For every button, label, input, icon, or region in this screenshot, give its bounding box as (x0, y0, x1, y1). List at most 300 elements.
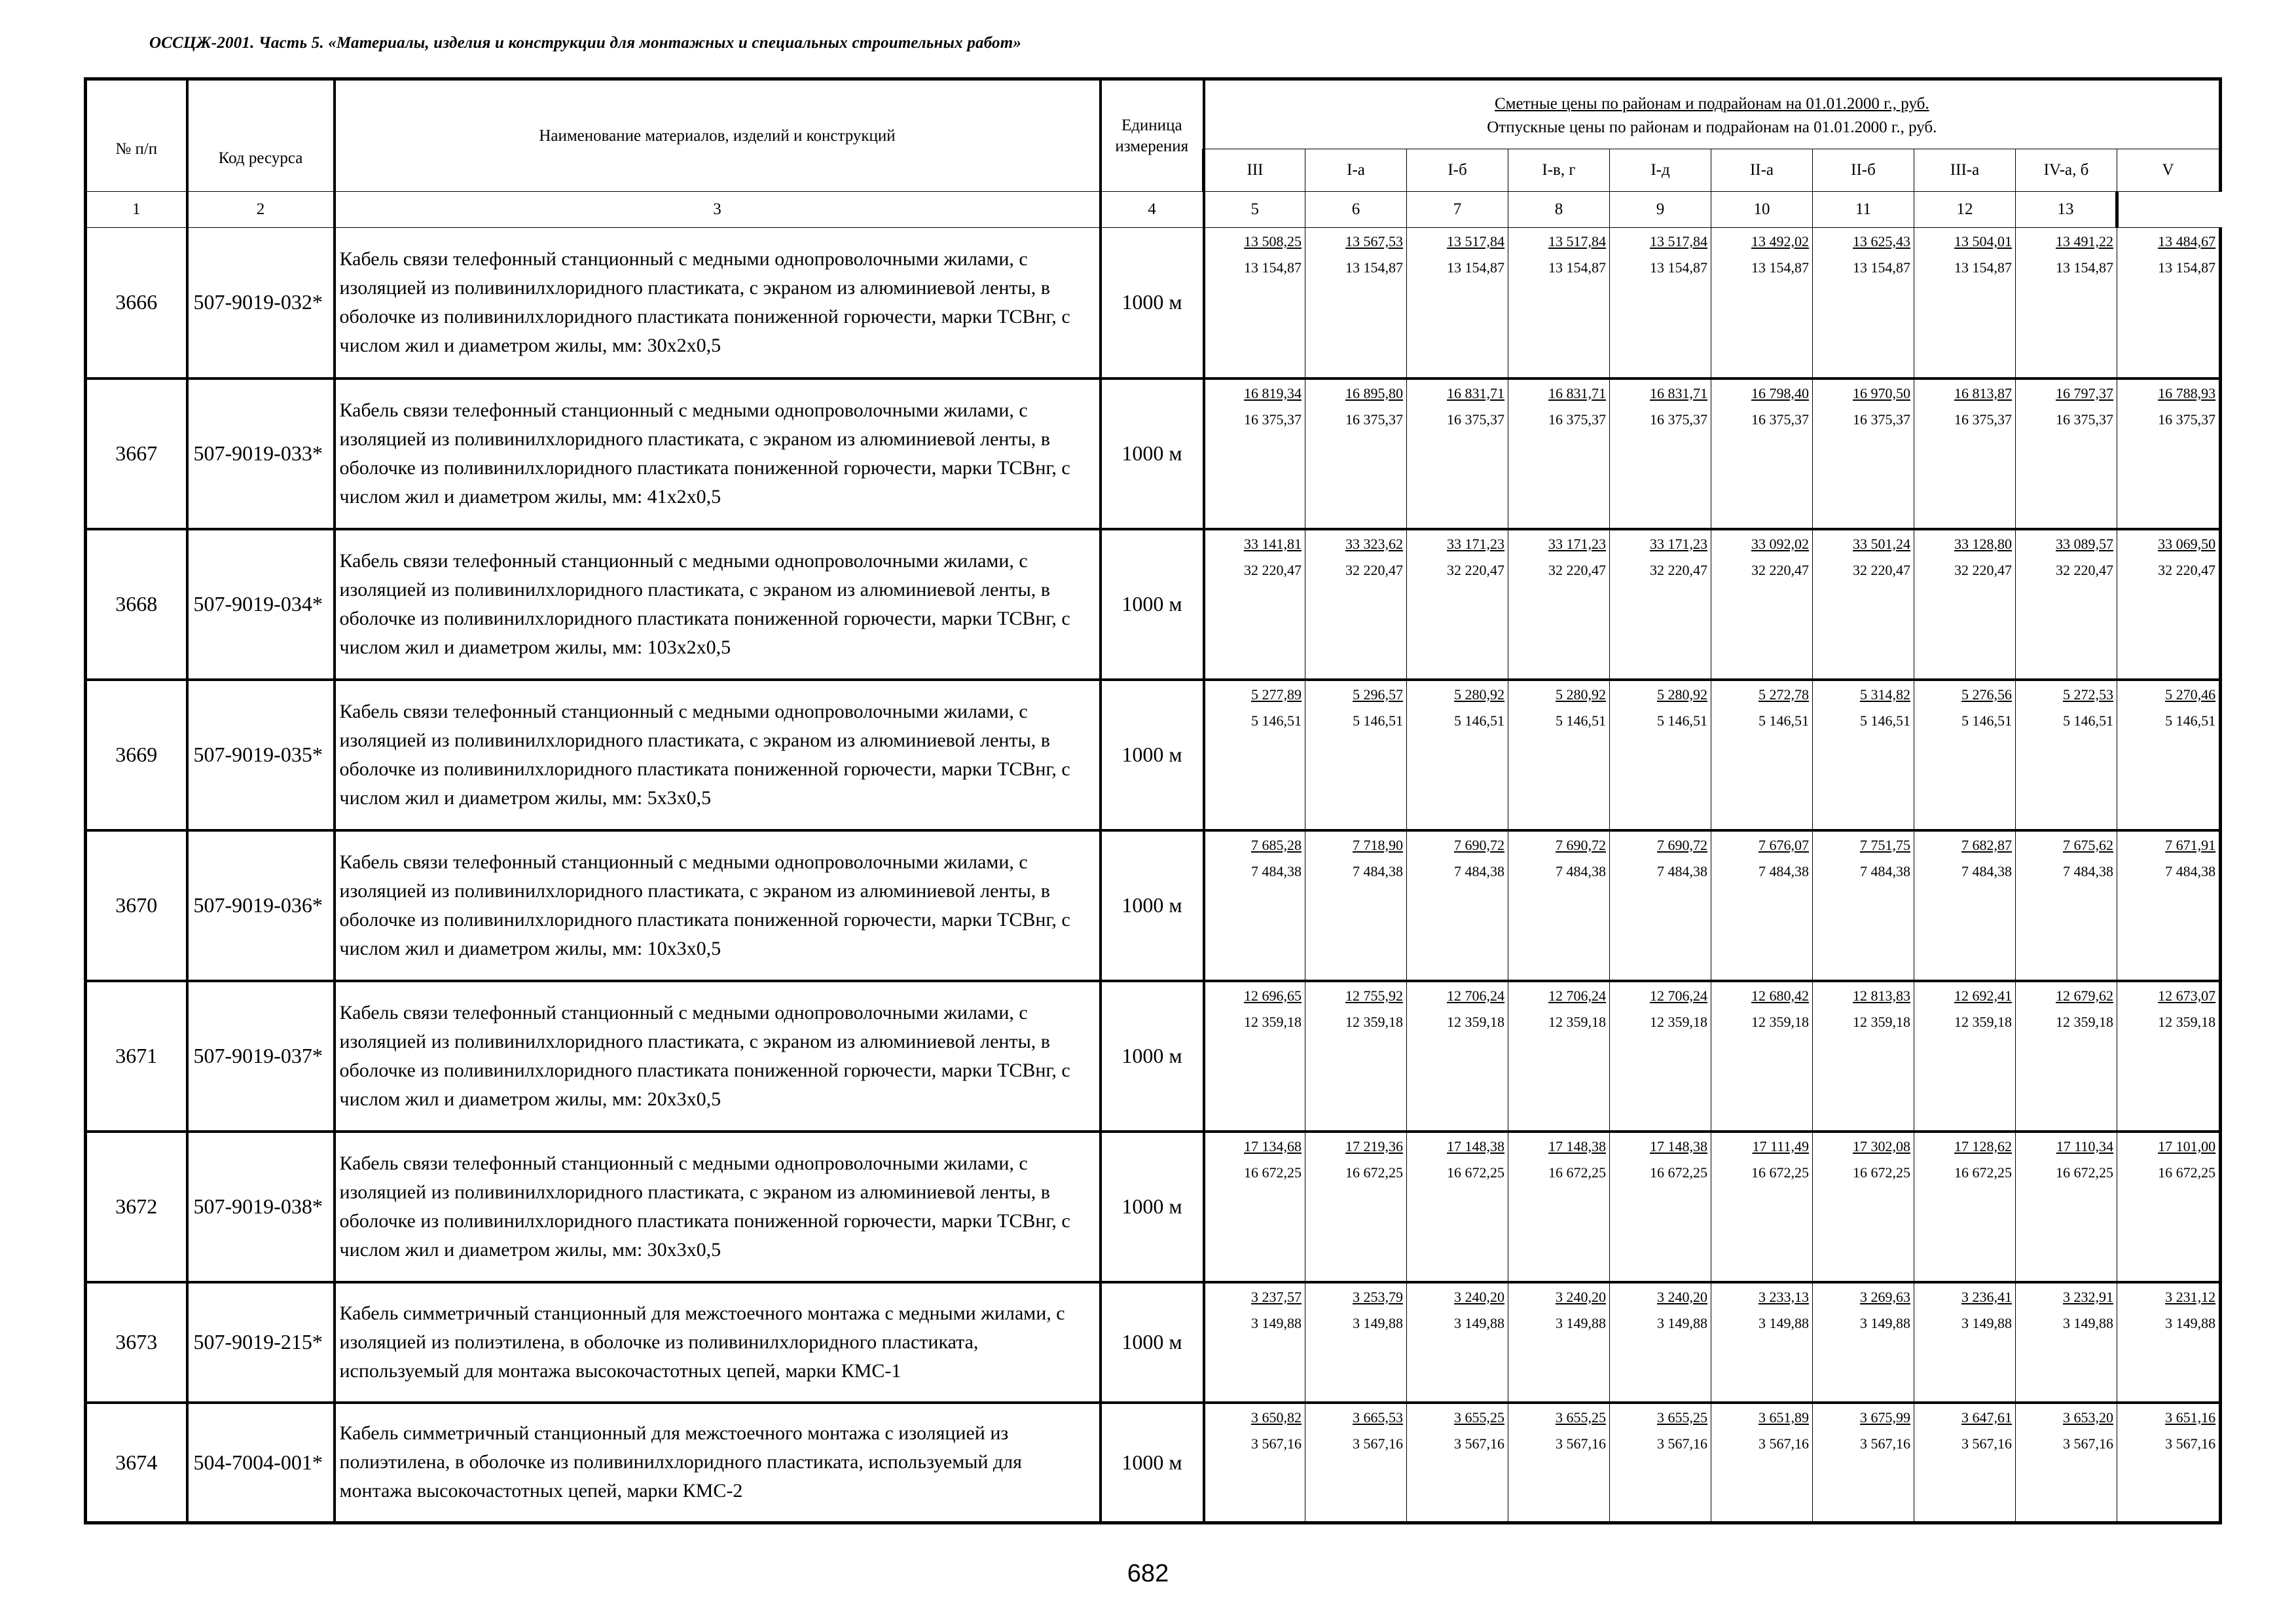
price-cell (2016, 1132, 2117, 1282)
estimate-price: 7 751,75 (1860, 836, 1910, 853)
table-row (86, 1282, 2221, 1403)
unit-of-measure: 1000 м (1101, 1132, 1204, 1282)
estimate-price: 33 501,24 (1853, 535, 1910, 552)
release-price: 16 375,37 (1447, 411, 1504, 428)
price-cell (1407, 228, 1508, 378)
release-price: 16 375,37 (1650, 411, 1707, 428)
estimate-price: 3 665,53 (1353, 1409, 1403, 1426)
estimate-price: 3 655,25 (1454, 1409, 1504, 1426)
column-number: 7 (1407, 192, 1508, 228)
estimate-price: 12 679,62 (2056, 987, 2113, 1004)
price-cell (1813, 1132, 1914, 1282)
release-price: 5 146,51 (2165, 712, 2216, 729)
release-price: 5 146,51 (1556, 712, 1606, 729)
price-cell (1711, 378, 1813, 529)
table-row (86, 1403, 2221, 1523)
price-cell (1305, 830, 1407, 981)
estimate-price: 3 240,20 (1657, 1288, 1707, 1305)
release-price: 7 484,38 (1860, 862, 1910, 879)
price-cell (1204, 1403, 1305, 1523)
estimate-price: 17 219,36 (1345, 1137, 1403, 1154)
price-cell (2117, 529, 2221, 680)
price-cell (1305, 1132, 1407, 1282)
release-price: 7 484,38 (2165, 862, 2216, 879)
estimate-price: 16 895,80 (1345, 384, 1403, 401)
material-name: Кабель связи телефонный станционный с медными однопроволочными жилами, с изоляцией из поливинилхлоридного пластиката, с экраном из алюминиевой ленты, в оболочке из поливинилхлоридного пластиката пониженной горючести, марки ТСВнг, с числом жил и диаметром жилы, мм: 5х3х0,5 (335, 680, 1101, 830)
table-row (86, 228, 2221, 378)
resource-code: 507-9019-035* (187, 680, 335, 830)
estimate-price: 16 970,50 (1853, 384, 1910, 401)
release-price: 16 672,25 (1447, 1164, 1504, 1181)
release-price: 32 220,47 (1345, 561, 1403, 578)
price-cell (1305, 981, 1407, 1132)
estimate-price: 16 831,71 (1548, 384, 1606, 401)
price-cell (1610, 981, 1711, 1132)
price-cell (1813, 1403, 1914, 1523)
price-cell (1813, 830, 1914, 981)
release-price: 16 375,37 (1548, 411, 1606, 428)
estimate-price: 16 788,93 (2158, 384, 2216, 401)
release-price: 32 220,47 (1650, 561, 1707, 578)
release-price: 3 149,88 (1758, 1314, 1809, 1331)
estimate-price: 33 128,80 (1954, 535, 2012, 552)
release-price: 12 359,18 (2158, 1013, 2216, 1030)
estimate-price: 12 692,41 (1954, 987, 2012, 1004)
price-cell (1305, 378, 1407, 529)
price-cell (1407, 1282, 1508, 1403)
estimate-price: 3 233,13 (1758, 1288, 1809, 1305)
estimate-price: 3 655,25 (1657, 1409, 1707, 1426)
column-number: 4 (1101, 192, 1204, 228)
release-price: 7 484,38 (1758, 862, 1809, 879)
price-cell (2117, 830, 2221, 981)
release-price: 32 220,47 (1954, 561, 2012, 578)
release-price: 5 146,51 (1961, 712, 2012, 729)
release-price: 3 567,16 (1454, 1435, 1504, 1452)
estimate-price: 13 484,67 (2158, 233, 2216, 249)
release-price: 3 567,16 (2165, 1435, 2216, 1452)
region-header: III-а (1914, 149, 2016, 192)
estimate-price: 3 240,20 (1454, 1288, 1504, 1305)
estimate-price: 17 302,08 (1853, 1137, 1910, 1154)
table-row (86, 1132, 2221, 1282)
estimate-price: 3 236,41 (1961, 1288, 2012, 1305)
table-row (86, 378, 2221, 529)
estimate-price: 7 690,72 (1657, 836, 1707, 853)
region-header: V (2117, 149, 2221, 192)
release-price: 32 220,47 (1244, 561, 1302, 578)
estimate-price: 5 272,53 (2063, 686, 2113, 703)
price-cell (1711, 228, 1813, 378)
release-price: 16 672,25 (1548, 1164, 1606, 1181)
column-number-row (86, 192, 2221, 228)
release-price: 7 484,38 (1961, 862, 2012, 879)
release-price: 13 154,87 (1853, 259, 1910, 276)
estimate-price: 13 491,22 (2056, 233, 2113, 249)
release-price: 32 220,47 (2158, 561, 2216, 578)
release-price: 32 220,47 (1853, 561, 1910, 578)
price-cell (2117, 378, 2221, 529)
estimate-price: 13 567,53 (1345, 233, 1403, 249)
column-number: 13 (2016, 192, 2117, 228)
col-header-unit: Единица измерения (1101, 79, 1204, 192)
prices-estimate-label: Сметные цены по районам и подрайонам на 01.01.2000 г., руб. (1495, 95, 1929, 113)
row-number: 3669 (86, 680, 187, 830)
header-row (86, 79, 2221, 149)
release-price: 5 146,51 (1657, 712, 1707, 729)
price-cell (1610, 378, 1711, 529)
release-price: 3 567,16 (1657, 1435, 1707, 1452)
price-cell (1204, 1132, 1305, 1282)
release-price: 16 672,25 (2056, 1164, 2113, 1181)
estimate-price: 7 675,62 (2063, 836, 2113, 853)
estimate-price: 5 270,46 (2165, 686, 2216, 703)
release-price: 12 359,18 (1650, 1013, 1707, 1030)
estimate-price: 5 280,92 (1454, 686, 1504, 703)
release-price: 3 567,16 (2063, 1435, 2113, 1452)
table-row (86, 830, 2221, 981)
price-cell (1711, 981, 1813, 1132)
release-price: 12 359,18 (1244, 1013, 1302, 1030)
region-header: I-в, г (1508, 149, 1610, 192)
estimate-price: 12 706,24 (1650, 987, 1707, 1004)
estimate-price: 16 797,37 (2056, 384, 2113, 401)
price-cell (1813, 1282, 1914, 1403)
estimate-price: 17 111,49 (1752, 1137, 1809, 1154)
material-name: Кабель связи телефонный станционный с медными однопроволочными жилами, с изоляцией из поливинилхлоридного пластиката, с экраном из алюминиевой ленты, в оболочке из поливинилхлоридного пластиката пониженной горючести, марки ТСВнг, с числом жил и диаметром жилы, мм: 20х3х0,5 (335, 981, 1101, 1132)
estimate-price: 33 069,50 (2158, 535, 2216, 552)
price-cell (1711, 1403, 1813, 1523)
release-price: 12 359,18 (1853, 1013, 1910, 1030)
estimate-price: 12 755,92 (1345, 987, 1403, 1004)
material-name: Кабель связи телефонный станционный с медными однопроволочными жилами, с изоляцией из поливинилхлоридного пластиката, с экраном из алюминиевой ленты, в оболочке из поливинилхлоридного пластиката пониженной горючести, марки ТСВнг, с числом жил и диаметром жилы, мм: 103х2х0,5 (335, 529, 1101, 680)
column-number: 9 (1610, 192, 1711, 228)
release-price: 3 567,16 (1251, 1435, 1302, 1452)
estimate-price: 33 141,81 (1244, 535, 1302, 552)
estimate-price: 5 277,89 (1251, 686, 1302, 703)
estimate-price: 5 272,78 (1758, 686, 1809, 703)
price-cell (2016, 981, 2117, 1132)
estimate-price: 16 819,34 (1244, 384, 1302, 401)
release-price: 3 567,16 (1758, 1435, 1809, 1452)
price-cell (1508, 830, 1610, 981)
price-cell (2117, 1132, 2221, 1282)
estimate-price: 16 798,40 (1751, 384, 1809, 401)
document-header: ОССЦЖ-2001. Часть 5. «Материалы, изделия и конструкции для монтажных и специальных строительных работ» (149, 34, 1022, 52)
estimate-price: 7 682,87 (1961, 836, 2012, 853)
region-header: II-б (1813, 149, 1914, 192)
release-price: 12 359,18 (1345, 1013, 1403, 1030)
row-number: 3668 (86, 529, 187, 680)
column-number: 10 (1711, 192, 1813, 228)
release-price: 32 220,47 (1751, 561, 1809, 578)
release-price: 16 672,25 (2158, 1164, 2216, 1181)
price-cell (1508, 1282, 1610, 1403)
row-number: 3672 (86, 1132, 187, 1282)
estimate-price: 3 675,99 (1860, 1409, 1910, 1426)
price-cell (1610, 529, 1711, 680)
estimate-price: 17 134,68 (1244, 1137, 1302, 1154)
release-price: 32 220,47 (1447, 561, 1504, 578)
resource-code: 507-9019-033* (187, 378, 335, 529)
row-number: 3666 (86, 228, 187, 378)
unit-of-measure: 1000 м (1101, 228, 1204, 378)
price-cell (1508, 680, 1610, 830)
row-number: 3667 (86, 378, 187, 529)
resource-code: 507-9019-036* (187, 830, 335, 981)
price-cell (1407, 830, 1508, 981)
price-cell (2117, 680, 2221, 830)
column-number: 12 (1914, 192, 2016, 228)
material-name: Кабель симметричный станционный для межстоечного монтажа с изоляцией из полиэтилена, в оболочке из поливинилхлоридного пластиката, используемый для монтажа высокочастотных цепей, марки КМС-2 (335, 1403, 1101, 1523)
price-cell (1204, 378, 1305, 529)
estimate-price: 7 690,72 (1454, 836, 1504, 853)
price-cell (1914, 228, 2016, 378)
release-price: 13 154,87 (1954, 259, 2012, 276)
estimate-price: 12 673,07 (2158, 987, 2216, 1004)
release-price: 13 154,87 (1650, 259, 1707, 276)
price-cell (1914, 680, 2016, 830)
column-number: 5 (1204, 192, 1305, 228)
unit-of-measure: 1000 м (1101, 378, 1204, 529)
estimate-price: 5 314,82 (1860, 686, 1910, 703)
resource-code: 507-9019-037* (187, 981, 335, 1132)
region-header: I-д (1610, 149, 1711, 192)
col-header-prices (1204, 79, 2221, 149)
release-price: 5 146,51 (2063, 712, 2113, 729)
release-price: 5 146,51 (1454, 712, 1504, 729)
estimate-price: 3 231,12 (2165, 1288, 2216, 1305)
release-price: 32 220,47 (1548, 561, 1606, 578)
release-price: 7 484,38 (1353, 862, 1403, 879)
release-price: 3 149,88 (2165, 1314, 2216, 1331)
price-cell (1508, 1132, 1610, 1282)
row-number: 3671 (86, 981, 187, 1132)
material-name: Кабель связи телефонный станционный с медными однопроволочными жилами, с изоляцией из поливинилхлоридного пластиката, с экраном из алюминиевой ленты, в оболочке из поливинилхлоридного пластиката пониженной горючести, марки ТСВнг, с числом жил и диаметром жилы, мм: 30х2х0,5 (335, 228, 1101, 378)
resource-code: 507-9019-034* (187, 529, 335, 680)
price-cell (1813, 981, 1914, 1132)
price-cell (2117, 981, 2221, 1132)
estimate-price: 13 492,02 (1751, 233, 1809, 249)
estimate-price: 3 651,89 (1758, 1409, 1809, 1426)
material-name: Кабель связи телефонный станционный с медными однопроволочными жилами, с изоляцией из поливинилхлоридного пластиката, с экраном из алюминиевой ленты, в оболочке из поливинилхлоридного пластиката пониженной горючести, марки ТСВнг, с числом жил и диаметром жилы, мм: 41х2х0,5 (335, 378, 1101, 529)
price-cell (1508, 981, 1610, 1132)
release-price: 16 672,25 (1954, 1164, 2012, 1181)
release-price: 16 672,25 (1751, 1164, 1809, 1181)
price-cell (1914, 1132, 2016, 1282)
estimate-price: 7 690,72 (1556, 836, 1606, 853)
price-cell (1711, 1132, 1813, 1282)
price-cell (2016, 680, 2117, 830)
estimate-price: 5 280,92 (1556, 686, 1606, 703)
price-cell (1914, 830, 2016, 981)
column-number: 2 (187, 192, 335, 228)
estimate-price: 33 171,23 (1447, 535, 1504, 552)
price-cell (1813, 680, 1914, 830)
estimate-price: 17 148,38 (1650, 1137, 1707, 1154)
release-price: 16 375,37 (2056, 411, 2113, 428)
estimate-price: 3 240,20 (1556, 1288, 1606, 1305)
price-cell (1305, 1282, 1407, 1403)
table-row (86, 680, 2221, 830)
price-cell (1407, 680, 1508, 830)
estimate-price: 16 831,71 (1447, 384, 1504, 401)
estimate-price: 3 647,61 (1961, 1409, 2012, 1426)
release-price: 13 154,87 (1548, 259, 1606, 276)
resource-code: 507-9019-215* (187, 1282, 335, 1403)
price-cell (1305, 228, 1407, 378)
column-number: 8 (1508, 192, 1610, 228)
price-cell (1914, 1282, 2016, 1403)
estimate-price: 13 508,25 (1244, 233, 1302, 249)
estimate-price: 17 148,38 (1447, 1137, 1504, 1154)
price-cell (2117, 228, 2221, 378)
estimate-price: 5 276,56 (1961, 686, 2012, 703)
region-header: IV-а, б (2016, 149, 2117, 192)
price-cell (1914, 981, 2016, 1132)
price-cell (1204, 529, 1305, 680)
price-cell (1204, 981, 1305, 1132)
estimate-price: 13 517,84 (1548, 233, 1606, 249)
price-cell (1407, 1132, 1508, 1282)
estimate-price: 3 653,20 (2063, 1409, 2113, 1426)
release-price: 7 484,38 (1454, 862, 1504, 879)
estimate-price: 7 671,91 (2165, 836, 2216, 853)
price-cell (1407, 981, 1508, 1132)
release-price: 16 375,37 (1751, 411, 1809, 428)
estimate-price: 3 651,16 (2165, 1409, 2216, 1426)
price-cell (1305, 680, 1407, 830)
release-price: 16 375,37 (1954, 411, 2012, 428)
release-price: 12 359,18 (1447, 1013, 1504, 1030)
column-number: 1 (86, 192, 187, 228)
unit-of-measure: 1000 м (1101, 680, 1204, 830)
material-name: Кабель связи телефонный станционный с медными однопроволочными жилами, с изоляцией из поливинилхлоридного пластиката, с экраном из алюминиевой ленты, в оболочке из поливинилхлоридного пластиката пониженной горючести, марки ТСВнг, с числом жил и диаметром жилы, мм: 10х3х0,5 (335, 830, 1101, 981)
release-price: 3 149,88 (1657, 1314, 1707, 1331)
unit-of-measure: 1000 м (1101, 529, 1204, 680)
estimate-price: 12 680,42 (1751, 987, 1809, 1004)
estimate-price: 16 831,71 (1650, 384, 1707, 401)
unit-of-measure: 1000 м (1101, 981, 1204, 1132)
release-price: 3 567,16 (1860, 1435, 1910, 1452)
price-cell (1407, 378, 1508, 529)
price-cell (1508, 228, 1610, 378)
release-price: 13 154,87 (2158, 259, 2216, 276)
release-price: 3 149,88 (1556, 1314, 1606, 1331)
release-price: 3 567,16 (1353, 1435, 1403, 1452)
release-price: 16 375,37 (1345, 411, 1403, 428)
price-cell (1711, 1282, 1813, 1403)
price-cell (1914, 529, 2016, 680)
estimate-price: 3 655,25 (1556, 1409, 1606, 1426)
resource-code: 504-7004-001* (187, 1403, 335, 1523)
estimate-price: 17 110,34 (2056, 1137, 2113, 1154)
price-cell (1508, 529, 1610, 680)
estimate-price: 13 504,01 (1954, 233, 2012, 249)
prices-release-label: Отпускные цены по районам и подрайонам на 01.01.2000 г., руб. (1487, 119, 1937, 136)
estimate-price: 12 706,24 (1548, 987, 1606, 1004)
price-cell (1711, 830, 1813, 981)
price-cell (1610, 1403, 1711, 1523)
price-cell (1407, 529, 1508, 680)
estimate-price: 33 089,57 (2056, 535, 2113, 552)
estimate-price: 13 517,84 (1650, 233, 1707, 249)
region-header: III (1204, 149, 1305, 192)
release-price: 13 154,87 (1345, 259, 1403, 276)
release-price: 13 154,87 (1447, 259, 1504, 276)
price-cell (2016, 529, 2117, 680)
column-number: 11 (1813, 192, 1914, 228)
release-price: 16 375,37 (1244, 411, 1302, 428)
release-price: 5 146,51 (1353, 712, 1403, 729)
price-cell (1305, 529, 1407, 680)
price-cell (1204, 228, 1305, 378)
page-number: 682 (1127, 1560, 1169, 1587)
estimate-price: 3 253,79 (1353, 1288, 1403, 1305)
release-price: 3 149,88 (1251, 1314, 1302, 1331)
unit-of-measure: 1000 м (1101, 1282, 1204, 1403)
col-header-name: Наименование материалов, изделий и конструкций (335, 79, 1101, 192)
estimate-price: 3 232,91 (2063, 1288, 2113, 1305)
estimate-price: 3 269,63 (1860, 1288, 1910, 1305)
col-header-code: Код ресурса (187, 79, 335, 192)
estimate-price: 17 128,62 (1954, 1137, 2012, 1154)
price-cell (1610, 830, 1711, 981)
region-header: II-а (1711, 149, 1813, 192)
price-cell (2016, 378, 2117, 529)
price-cell (1914, 1403, 2016, 1523)
estimate-price: 33 323,62 (1345, 535, 1403, 552)
table-row (86, 981, 2221, 1132)
release-price: 16 375,37 (1853, 411, 1910, 428)
release-price: 16 375,37 (2158, 411, 2216, 428)
resource-code: 507-9019-038* (187, 1132, 335, 1282)
price-cell (1204, 830, 1305, 981)
price-cell (1508, 378, 1610, 529)
release-price: 16 672,25 (1345, 1164, 1403, 1181)
price-cell (2016, 1282, 2117, 1403)
row-number: 3673 (86, 1282, 187, 1403)
release-price: 5 146,51 (1860, 712, 1910, 729)
release-price: 12 359,18 (1548, 1013, 1606, 1030)
price-table (84, 77, 2222, 1524)
release-price: 3 567,16 (1556, 1435, 1606, 1452)
region-header: I-а (1305, 149, 1407, 192)
estimate-price: 33 171,23 (1548, 535, 1606, 552)
release-price: 16 672,25 (1650, 1164, 1707, 1181)
material-name: Кабель связи телефонный станционный с медными однопроволочными жилами, с изоляцией из поливинилхлоридного пластиката, с экраном из алюминиевой ленты, в оболочке из поливинилхлоридного пластиката пониженной горючести, марки ТСВнг, с числом жил и диаметром жилы, мм: 30х3х0,5 (335, 1132, 1101, 1282)
column-number: 6 (1305, 192, 1407, 228)
release-price: 5 146,51 (1251, 712, 1302, 729)
price-cell (2117, 1403, 2221, 1523)
price-cell (1610, 228, 1711, 378)
price-cell (1711, 529, 1813, 680)
release-price: 13 154,87 (2056, 259, 2113, 276)
estimate-price: 13 625,43 (1853, 233, 1910, 249)
estimate-price: 13 517,84 (1447, 233, 1504, 249)
release-price: 5 146,51 (1758, 712, 1809, 729)
estimate-price: 17 148,38 (1548, 1137, 1606, 1154)
estimate-price: 7 676,07 (1758, 836, 1809, 853)
price-cell (1610, 1132, 1711, 1282)
price-cell (1610, 1282, 1711, 1403)
release-price: 16 672,25 (1244, 1164, 1302, 1181)
estimate-price: 12 696,65 (1244, 987, 1302, 1004)
unit-of-measure: 1000 м (1101, 1403, 1204, 1523)
price-cell (2016, 830, 2117, 981)
estimate-price: 5 296,57 (1353, 686, 1403, 703)
material-name: Кабель симметричный станционный для межстоечного монтажа с медными жилами, с изоляцией из полиэтилена, в оболочке из поливинилхлоридного пластиката, используемый для монтажа высокочастотных цепей, марки КМС-1 (335, 1282, 1101, 1403)
